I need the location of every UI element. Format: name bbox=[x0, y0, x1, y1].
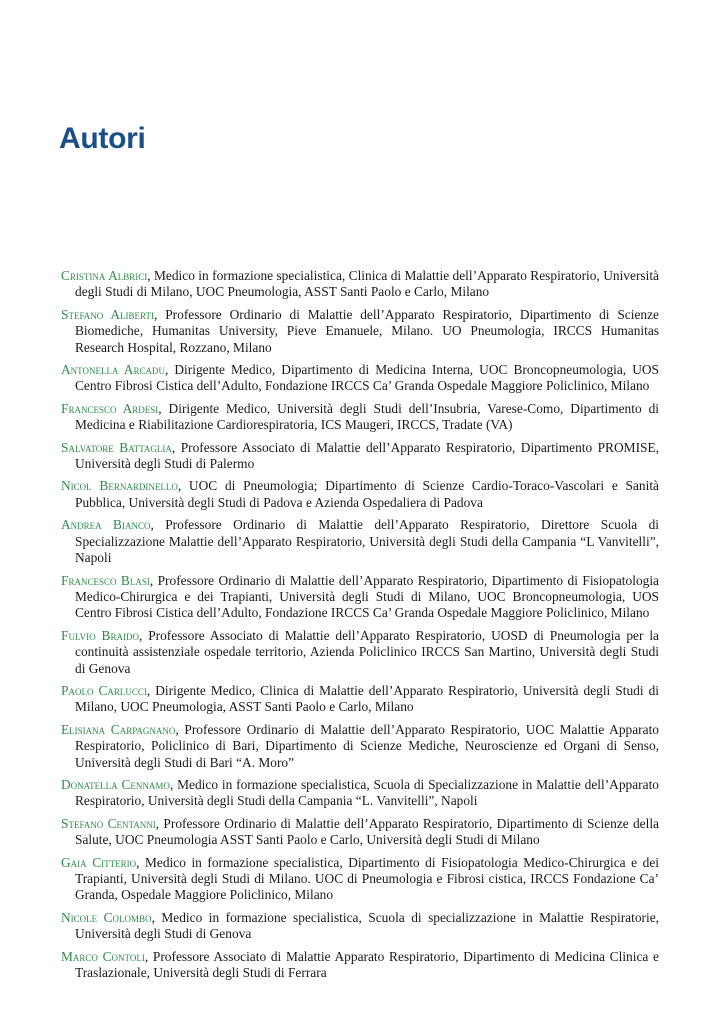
author-entry bbox=[61, 478, 659, 511]
author-affiliation: , Dirigente Medico, Dipartimento di Medicina Interna, UOC Broncopneumologia, UOS Centro Fibrosi Cistica dell’Adulto, Fondazione IRCCS Ca’ Granda Ospedale Maggiore Policlinico, Milano bbox=[75, 362, 659, 394]
author-list bbox=[61, 268, 659, 987]
author-name: Marco Contoli bbox=[61, 948, 145, 964]
author-affiliation: , Professore Ordinario di Malattie dell’Apparato Respiratorio, Dipartimento di Scienze della Salute, UOC Pneumologia ASST Santi Paolo e Carlo, Università degli Studi di Milano bbox=[75, 815, 660, 848]
author-entry bbox=[61, 307, 659, 356]
author-name: Francesco Blasi bbox=[61, 572, 150, 588]
author-entry bbox=[61, 440, 659, 473]
author-entry bbox=[61, 777, 659, 810]
author-entry bbox=[61, 362, 659, 395]
author-entry bbox=[61, 401, 659, 434]
author-affiliation: , Professore Ordinario di Malattie dell’Apparato Respiratorio, Dipartimento di Scienze Biomediche, Humanitas University, Pieve Emanuele, Milano. UO Pneumologia, IRCCS Humanitas Research Hospital, Rozzano, Milano bbox=[75, 306, 659, 355]
author-name: Cristina Albrici bbox=[61, 268, 148, 283]
author-name: Fulvio Braido bbox=[61, 627, 139, 643]
author-affiliation: , Medico in formazione specialistica, Dipartimento di Fisiopatologia Medico-Chirurgica e dei Trapianti, Università degli Studi di Milano. UOC di Pneumologia e Fibrosi cistica, IRCCS Fondazione Ca’ Granda, Ospedale Maggiore Policlinico, Milano bbox=[75, 854, 659, 903]
author-affiliation: , Medico in formazione specialistica, Clinica di Malattie dell’Apparato Respiratorio, Università degli Studi di Milano, UOC Pneumologia, ASST Santi Paolo e Carlo, Milano bbox=[75, 268, 659, 300]
author-affiliation: , Dirigente Medico, Università degli Studi dell’Insubria, Varese-Como, Dipartimento di Medicina e Riabilitazione Cardiorespiratoria, ICS Maugeri, IRCCS, Tradate (VA) bbox=[75, 400, 659, 433]
author-entry bbox=[61, 573, 659, 622]
author-name: Stefano Centanni bbox=[61, 815, 156, 831]
author-affiliation: , Medico in formazione specialistica, Scuola di Specializzazione in Malattie dell’Apparato Respiratorio, Università degli Studi della Campania “L. Vanvitelli”, Napoli bbox=[75, 776, 659, 809]
author-entry bbox=[61, 628, 659, 677]
author-name: Donatella Cennamo bbox=[61, 776, 170, 792]
author-name: Stefano Aliberti bbox=[61, 306, 155, 322]
author-name: Gaia Citterio bbox=[61, 854, 137, 870]
author-name: Andrea Bianco bbox=[61, 517, 151, 533]
author-affiliation: , Professore Ordinario di Malattie dell’Apparato Respiratorio, Dipartimento di Fisiopatologia Medico-Chirurgica e dei Trapianti, Università degli Studi di Milano, UOC Broncopneumologia, UOS Centro Fibrosi Cistica dell’Adulto, Fondazione IRCCS Ca’ Granda Ospedale Maggiore Policlinico, Milano bbox=[75, 572, 659, 621]
author-entry bbox=[61, 910, 659, 943]
author-entry bbox=[61, 722, 659, 771]
author-entry bbox=[61, 268, 659, 301]
author-affiliation: , Professore Ordinario di Malattie dell’Apparato Respiratorio, Direttore Scuola di Specializzazione Malattie dell’Apparato Respiratorio, Università degli Studi della Campania “L Vanvitelli”, Napoli bbox=[75, 517, 659, 566]
author-affiliation: , Medico in formazione specialistica, Scuola di specializzazione in Malattie Respiratorie, Università degli Studi di Genova bbox=[75, 909, 659, 942]
author-name: Elisiana Carpagnano bbox=[61, 721, 176, 737]
author-affiliation: , Professore Associato di Malattie dell’Apparato Respiratorio, UOSD di Pneumologia per la continuità assistenziale ospedale territorio, Azienda Policlinico IRCCS San Martino, Università degli Studi di Genova bbox=[75, 627, 659, 676]
author-name: Nicol Bernardinello bbox=[61, 478, 178, 494]
author-entry bbox=[61, 855, 659, 904]
author-entry bbox=[61, 949, 659, 982]
author-affiliation: , Professore Associato di Malattie dell’Apparato Respiratorio, Dipartimento PROMISE, Università degli Studi di Palermo bbox=[75, 439, 659, 472]
author-affiliation: , Professore Associato di Malattie Apparato Respiratorio, Dipartimento di Medicina Clinica e Traslazionale, Università degli Studi di Ferrara bbox=[75, 948, 659, 981]
author-entry bbox=[61, 517, 659, 566]
author-name: Nicole Colombo bbox=[61, 909, 152, 925]
author-affiliation: , Professore Ordinario di Malattie dell’Apparato Respiratorio, UOC Malattie Apparato Respiratorio, Policlinico di Bari, Dipartimento di Scienze Mediche, Neuroscienze ed Organi di Senso, Università degli Studi di Bari “A. Moro” bbox=[75, 721, 659, 770]
author-name: Paolo Carlucci bbox=[61, 682, 147, 698]
author-affiliation: , UOC di Pneumologia; Dipartimento di Scienze Cardio-Toraco-Vascolari e Sanità Pubblica, Università degli Studi di Padova e Azienda Ospedaliera di Padova bbox=[75, 478, 659, 510]
author-name: Salvatore Battaglia bbox=[61, 439, 172, 455]
author-affiliation: , Dirigente Medico, Clinica di Malattie dell’Apparato Respiratorio, Università degli Studi di Milano, UOC Pneumologia, ASST Santi Paolo e Carlo, Milano bbox=[75, 682, 659, 715]
author-name: Francesco Ardesi bbox=[61, 400, 159, 416]
author-name: Antonella Arcadu bbox=[61, 362, 165, 378]
page-title: Autori bbox=[59, 122, 146, 155]
author-entry bbox=[61, 683, 659, 716]
author-entry bbox=[61, 816, 659, 849]
